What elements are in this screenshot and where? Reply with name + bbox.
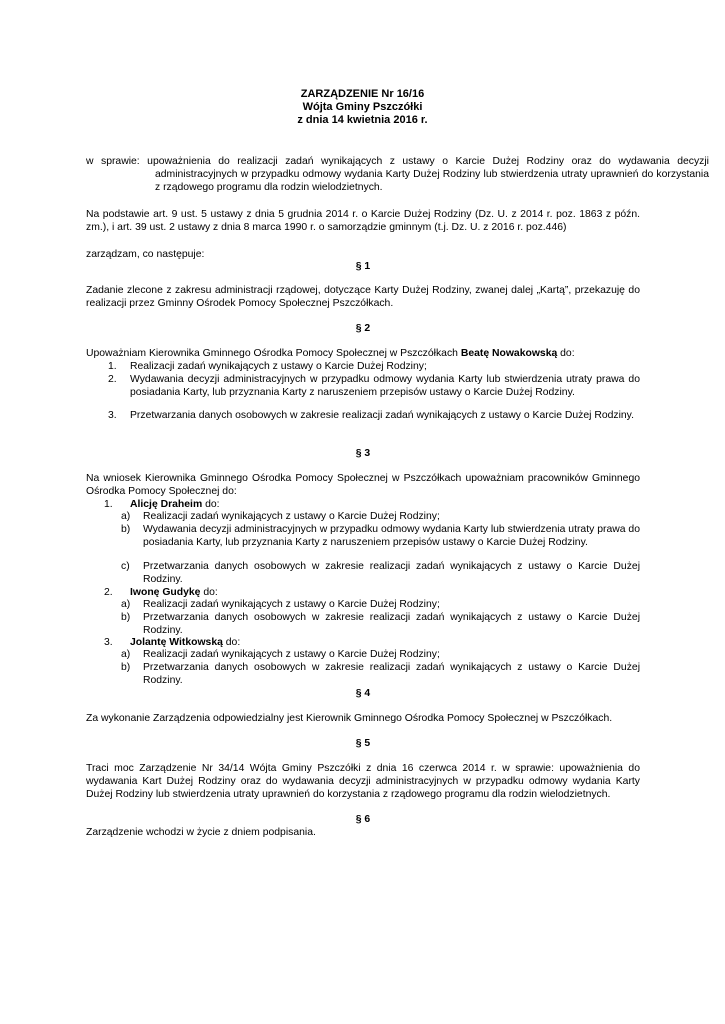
section-3-person-number: 2. (104, 587, 113, 598)
section-5-text: Traci moc Zarządzenie Nr 34/14 Wójta Gminy Pszczółki z dnia 16 czerwca 2014 r. w sprawie: upoważnienia do wydawania Kart Dużej Rodziny oraz do wydawania decyzji administracyjnych w przypadku odmowy wydania Karty Dużej Rodziny lub stwierdzenia utraty uprawnień do korzystania z rządowego programu dla rodzin wielodzietnych. (86, 763, 640, 800)
section-3-person-name: Alicję Draheim (130, 499, 203, 510)
section-3-subitem-text: Przetwarzania danych osobowych w zakresie realizacji zadań wynikających z ustawy o Karcie Dużej Rodziny. (143, 612, 640, 636)
section-3-subitem-letter: b) (121, 612, 131, 623)
section-3-intro: Na wniosek Kierownika Gminnego Ośrodka Pomocy Społecznej w Pszczółkach upoważniam pracowników Gminnego Ośrodka Pomocy Społecznej do: (86, 473, 640, 497)
section-3-person-suffix: do: (200, 587, 218, 598)
section-2-person-name: Beatę Nowakowską (460, 348, 558, 359)
section-1-text: Zadanie zlecone z zakresu administracji rządowej, dotyczące Karty Dużej Rodziny, zwanej dalej „Kartą”, przekazuję do realizacji przez Gminny Ośrodek Pomocy Społecznej Pszczółkach. (86, 285, 640, 309)
section-2-item-number: 3. (108, 410, 117, 421)
section-3-subitem-letter: c) (121, 561, 130, 572)
section-2-item-text: Wydawania decyzji administracyjnych w przypadku odmowy wydania Karty lub stwierdzenia utraty prawa do posiadania Karty, lub przyznania Karty z naruszeniem przepisów ustawy o Karcie Dużej Rodziny. (130, 374, 640, 398)
section-2-heading: § 2 (355, 323, 371, 334)
section-3-subitem-letter: a) (121, 511, 131, 522)
section-2-item-number: 2. (108, 374, 117, 385)
section-3-person-number: 3. (104, 637, 113, 648)
section-3-subitem-text: Przetwarzania danych osobowych w zakresie realizacji zadań wynikających z ustawy o Karcie Dużej Rodziny. (143, 561, 640, 585)
section-2-item-text: Przetwarzania danych osobowych w zakresie realizacji zadań wynikających z ustawy o Karcie Dużej Rodziny. (130, 410, 634, 421)
section-5-heading: § 5 (355, 738, 371, 749)
section-3-person-suffix: do: (222, 637, 241, 648)
section-1-heading: § 1 (355, 261, 371, 272)
date-line: z dnia 14 kwietnia 2016 r. (297, 114, 428, 126)
section-3-subitem-text: Wydawania decyzji administracyjnych w przypadku odmowy wydania Karty lub stwierdzenia utraty prawa do posiadania Karty, lub przyznania Karty z naruszeniem przepisów ustawy o Karcie Dużej Rodziny. (143, 524, 640, 548)
section-4-heading: § 4 (355, 688, 371, 699)
document-title: ZARZĄDZENIE Nr 16/16 (300, 88, 425, 100)
section-3-subitem-letter: a) (121, 599, 131, 610)
section-3-subitem-text: Realizacji zadań wynikających z ustawy o Karcie Dużej Rodziny; (143, 511, 440, 522)
section-3-person-suffix: do: (202, 499, 220, 510)
section-3-subitem-text: Realizacji zadań wynikających z ustawy o Karcie Dużej Rodziny; (143, 599, 440, 610)
section-6-heading: § 6 (355, 814, 371, 825)
section-3-person-number: 1. (104, 499, 113, 510)
section-4-text: Za wykonanie Zarządzenia odpowiedzialny jest Kierownik Gminnego Ośrodka Pomocy Społecznej w Pszczółkach. (86, 713, 613, 724)
section-3-subitem-letter: a) (121, 649, 131, 660)
section-2-intro-end: do: (557, 348, 575, 359)
issuer-line: Wójta Gminy Pszczółki (302, 101, 423, 113)
section-3-subitem-letter: b) (121, 662, 131, 673)
section-2-item-number: 1. (108, 361, 117, 372)
section-3-person-name: Jolantę Witkowską (130, 637, 223, 648)
legal-basis-paragraph: Na podstawie art. 9 ust. 5 ustawy z dnia 5 grudnia 2014 r. o Karcie Dużej Rodziny (Dz. U. z 2014 r. poz. 1863 z późn. zm.), i art. 39 ust. 2 ustawy z dnia 8 marca 1990 r. o samorządzie gminnym (t.j. Dz. U. z 2016 r. poz.446) (86, 209, 640, 233)
section-2-intro-text: Upoważniam Kierownika Gminnego Ośrodka Pomocy Społecznej w Pszczółkach (86, 348, 461, 359)
section-2-intro (86, 347, 640, 360)
section-6-text: Zarządzenie wchodzi w życie z dniem podpisania. (86, 827, 316, 838)
ordering-line: zarządzam, co następuje: (86, 249, 205, 260)
section-3-subitem-letter: b) (121, 524, 131, 535)
section-3-subitem-text: Realizacji zadań wynikających z ustawy o Karcie Dużej Rodziny; (143, 649, 440, 660)
section-3-heading: § 3 (355, 448, 371, 459)
subject-paragraph: w sprawie: upoważnienia do realizacji zadań wynikających z ustawy o Karcie Dużej Rodziny oraz do wydawania decyzji administracyjnych w przypadku odmowy wydania Karty Dużej Rodziny lub stwierdzenia utraty uprawnień do korzystania z rządowego programu dla rodzin wielodzietnych. (86, 156, 709, 193)
section-3-subitem-text: Przetwarzania danych osobowych w zakresie realizacji zadań wynikających z ustawy o Karcie Dużej Rodziny. (143, 662, 640, 686)
section-2-item-text: Realizacji zadań wynikających z ustawy o Karcie Dużej Rodziny; (130, 361, 427, 372)
section-3-person-name: Iwonę Gudykę (130, 587, 201, 598)
